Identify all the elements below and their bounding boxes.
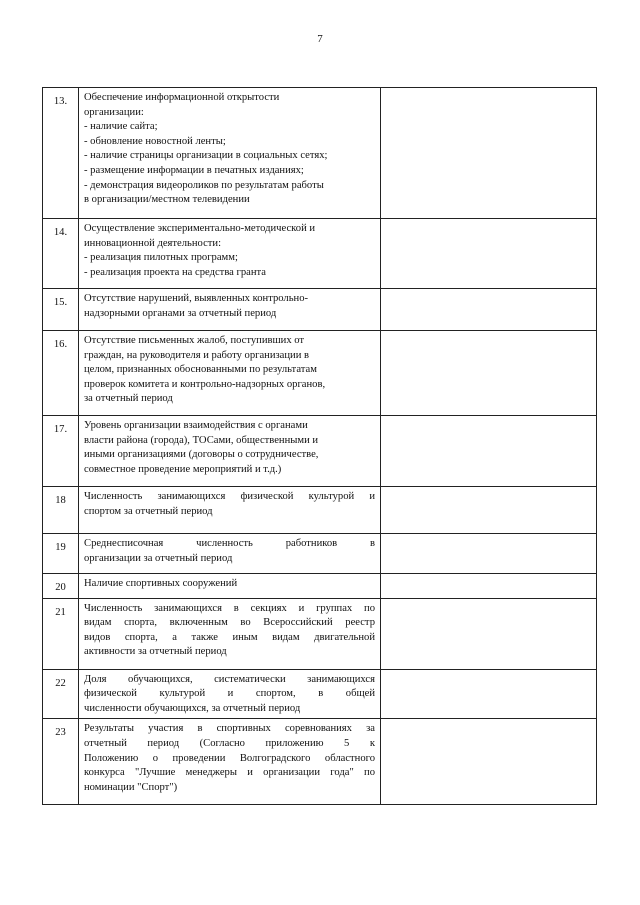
row-number: 21 xyxy=(43,598,79,669)
description-line: Уровень организации взаимодействия с органами xyxy=(84,420,308,431)
table-row xyxy=(43,574,597,599)
description-line: иными организациями (договоры о сотрудничестве, xyxy=(84,449,319,461)
value-cell xyxy=(381,219,597,289)
description-line: - реализация пилотных программ; xyxy=(84,252,238,264)
description-line: целом, признанных обоснованными по результатам xyxy=(84,364,317,376)
value-cell xyxy=(381,598,597,669)
description-line: Отсутствие нарушений, выявленных контрольно- xyxy=(84,293,309,304)
description-line: Положению о проведении Волгоградского областного xyxy=(84,752,375,764)
description-line: Результаты участия в спортивных соревнованиях за xyxy=(84,723,375,735)
page-number: 7 xyxy=(317,33,323,45)
row-number: 19 xyxy=(43,534,79,574)
table-row xyxy=(43,416,597,487)
description-line: проверок комитета и контрольно-надзорных органов, xyxy=(84,378,326,390)
description-line: численности обучающихся, за отчетный период xyxy=(84,702,301,714)
criteria-table xyxy=(42,87,597,805)
description-line: спортом за отчетный период xyxy=(84,505,213,517)
table-row xyxy=(43,88,597,219)
description-line: организации за отчетный период xyxy=(84,552,233,564)
description-line: власти района (города), ТОСами, общественными и xyxy=(84,434,319,446)
table-row xyxy=(43,219,597,289)
value-cell xyxy=(381,416,597,487)
description-line: Обеспечение информационной открытости xyxy=(84,92,280,103)
value-cell xyxy=(381,487,597,534)
value-cell xyxy=(381,534,597,574)
description-line: номинации "Спорт") xyxy=(84,781,178,793)
description-line: отчетный период (Согласно приложению 5 к xyxy=(84,737,375,749)
description-line: конкурса "Лучшие менеджеры и организации года" по xyxy=(84,767,375,779)
description-line: организации: xyxy=(84,106,144,118)
description-line: Осуществление экспериментально-методической и xyxy=(84,223,316,234)
value-cell xyxy=(381,331,597,416)
criterion-description xyxy=(79,534,381,574)
row-number: 16. xyxy=(43,331,79,416)
table-row xyxy=(43,487,597,534)
table-row xyxy=(43,669,597,719)
table-row xyxy=(43,331,597,416)
criterion-description xyxy=(79,598,381,669)
table-row xyxy=(43,289,597,331)
criterion-description xyxy=(79,331,381,416)
description-line: - размещение информации в печатных изданиях; xyxy=(84,164,304,176)
table-row xyxy=(43,534,597,574)
row-number: 17. xyxy=(43,416,79,487)
description-line: за отчетный период xyxy=(84,393,173,405)
row-number: 22 xyxy=(43,669,79,719)
criteria-table-body xyxy=(43,88,597,805)
criterion-description xyxy=(79,719,381,805)
table-row xyxy=(43,719,597,805)
value-cell xyxy=(381,669,597,719)
criterion-description xyxy=(79,416,381,487)
description-line: - демонстрация видеороликов по результатам работы xyxy=(84,179,324,191)
description-line: Доля обучающихся, систематически занимающихся xyxy=(84,673,375,685)
description-line: Численность занимающихся физической культурой и xyxy=(84,491,375,502)
value-cell xyxy=(381,719,597,805)
value-cell xyxy=(381,88,597,219)
row-number: 15. xyxy=(43,289,79,331)
description-line: - обновление новостной ленты; xyxy=(84,135,226,147)
row-number: 14. xyxy=(43,219,79,289)
criterion-description xyxy=(79,219,381,289)
description-line: Отсутствие письменных жалоб, поступивших от xyxy=(84,335,305,346)
criterion-description xyxy=(79,487,381,534)
description-line: Наличие спортивных сооружений xyxy=(84,578,238,589)
description-line: видам спорта, включенным во Всероссийский реестр xyxy=(84,617,375,629)
criterion-description xyxy=(79,669,381,719)
description-line: видов спорта, а также иным видам двигательной xyxy=(84,631,375,643)
value-cell xyxy=(381,574,597,599)
description-line: - реализация проекта на средства гранта xyxy=(84,266,267,278)
value-cell xyxy=(381,289,597,331)
description-line: Среднесписочная численность работников в xyxy=(84,538,375,549)
table-row xyxy=(43,598,597,669)
description-line: Численность занимающихся в секциях и группах по xyxy=(84,602,375,614)
description-line: граждан, на руководителя и работу организации в xyxy=(84,349,310,361)
description-line: в организации/местном телевидении xyxy=(84,194,250,206)
description-line: физической культурой и спортом, в общей xyxy=(84,688,375,700)
row-number: 23 xyxy=(43,719,79,805)
criterion-description xyxy=(79,574,381,599)
criterion-description xyxy=(79,88,381,219)
row-number: 20 xyxy=(43,574,79,599)
description-line: - наличие сайта; xyxy=(84,121,158,133)
description-line: надзорными органами за отчетный период xyxy=(84,307,277,319)
description-line: - наличие страницы организации в социальных сетях; xyxy=(84,150,328,162)
description-line: совместное проведение мероприятий и т.д.) xyxy=(84,463,282,475)
criterion-description xyxy=(79,289,381,331)
row-number: 13. xyxy=(43,88,79,219)
description-line: активности за отчетный период xyxy=(84,646,227,658)
row-number: 18 xyxy=(43,487,79,534)
description-line: инновационной деятельности: xyxy=(84,237,222,249)
